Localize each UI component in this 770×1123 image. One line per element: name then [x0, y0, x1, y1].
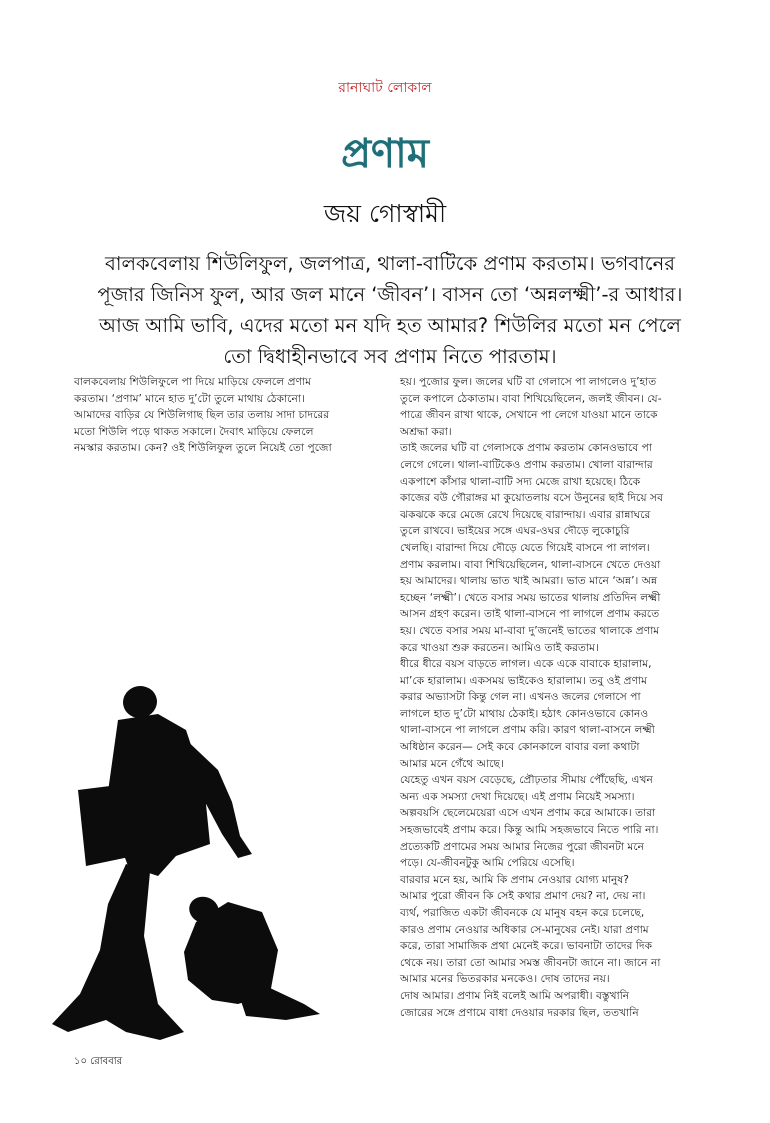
- body-line: প্রত্যেকটি প্রণামের সময় আমার নিজের পুরো জীবনটা মনে: [400, 839, 645, 853]
- body-line: হয়। খেতে বসার সময় মা-বাবা দু’জনেই ভাতের থালাকে প্রণাম: [400, 623, 660, 637]
- body-line: অল্পবয়সি ছেলেমেয়েরা এসে এখন প্রণাম করে আমাকে। তারা: [400, 806, 656, 820]
- body-line: নমস্কার করতাম। কেন? ওই শিউলিফুল তুলে নিয়েই তো পুজো: [74, 441, 332, 455]
- body-line: থালা-বাসনে পা লাগলে প্রণাম করি। কারণ থালা-বাসনে লক্ষ্মী: [400, 723, 655, 737]
- lead-line: আজ আমি ভাবি, এদের মতো মন যদি হত আমার? শিউলির মতো মন পেলে: [99, 314, 681, 337]
- body-line: একপাশে কাঁসার থালা-বাটি সদ্য মেজে রাখা হয়েছে। ঠিকে: [400, 474, 641, 488]
- silhouette-illustration: [8, 484, 376, 1056]
- body-line: আমাদের বাড়ির যে শিউলিগাছ ছিল তার তলায় সাদা চাদরের: [74, 408, 330, 422]
- body-line: পাত্রে জীবন রাখা থাকে, সেখানে পা লেগে যাওয়া মানে তাকে: [400, 408, 658, 422]
- body-line: আমার পুরো জীবন কি সেই কথার প্রমাণ দেয়? না, দেয় না।: [400, 889, 646, 903]
- body-line: লেগে গেলে। থালা-বাটিকেও প্রণাম করতাম। খোলা বারান্দার: [400, 457, 653, 471]
- body-line: সহজভাবেই প্রণাম করে। কিন্তু আমি সহজভাবে নিতে পারি না।: [400, 823, 659, 837]
- article-author: জয় গোস্বামী: [323, 199, 447, 228]
- body-line: কাজের বউ গৌরাঙ্গর মা কুয়োতলায় বসে উনুনের ছাই দিয়ে সব: [400, 491, 664, 505]
- section-label: রানাঘাট লোকাল: [338, 80, 432, 96]
- body-line: ব্যর্থ, পরাজিত একটা জীবনকে যে মানুষ বহন করে চলেছে,: [400, 906, 645, 919]
- page-footer: ১০ রোববার: [74, 1056, 123, 1067]
- body-line: বারবার মনে হয়, আমি কি প্রণাম নেওয়ার যোগ্য মানুষ?: [400, 872, 629, 886]
- lead-line: বালকবেলায় শিউলিফুল, জলপাত্র, থালা-বাটিকে প্রণাম করতাম। ভগবানের: [104, 252, 676, 275]
- body-line: জোরের সঙ্গে প্রণামে বাধা দেওয়ার দরকার ছিল, ততখানি: [400, 1005, 639, 1019]
- body-line: মতো শিউলি পড়ে থাকত সকালে। দৈবাৎ মাড়িয়ে ফেললে: [74, 424, 314, 438]
- body-line: করে খাওয়া শুরু করতেন। আমিও তাই করতাম।: [400, 640, 599, 654]
- body-line: থেকে নয়। তারা তো আমার সমস্ত জীবনটা জানে না। জানে না: [400, 955, 661, 969]
- body-line: তাই জলের ঘটি বা গেলাসকে প্রণাম করতাম কোনওভাবে পা: [400, 441, 653, 455]
- body-line: লাগলে হাত দু’টো মাথায় ঠেকাই। হঠাৎ কোনওভাবে কোনও: [400, 706, 649, 720]
- body-line: আসন গ্রহণ করেন। তাই থালা-বাসনে পা লাগলে প্রণাম করতে: [400, 607, 660, 621]
- lead-paragraph: [70, 248, 710, 372]
- body-line: অশ্রদ্ধা করা।: [400, 424, 452, 438]
- body-line: বালকবেলায় শিউলিফুলে পা দিয়ে মাড়িয়ে ফেললে প্রণাম: [74, 375, 312, 388]
- body-line: হচ্ছেন ‘লক্ষ্মী’। খেতে বসার সময় ভাতের থালায় প্রতিদিন লক্ষ্মী: [400, 590, 661, 604]
- body-line: ধীরে ধীরে বয়স বাড়তে লাগল। একে একে বাবাকে হারালাম,: [400, 657, 652, 671]
- article-title: প্রণাম: [341, 131, 429, 177]
- body-line: যেহেতু এখন বয়স বেড়েছে, প্রৌঢ়তার সীমায় পৌঁছেছি, এখন: [400, 773, 653, 787]
- bag-silhouette: [78, 784, 134, 866]
- body-line: কারও প্রণাম নেওয়ার অধিকার সে-মানুষের নেই। যারা প্রণাম: [400, 922, 649, 936]
- body-line: করে, তারা সামাজিক প্রথা মেনেই করে। ভাবনাটা তাদের দিক: [400, 939, 653, 953]
- body-line: মা’কে হারালাম। একসময় ভাইকেও হারালাম। তবু ওই প্রণাম: [400, 673, 648, 687]
- body-line: পড়ে। যে-জীবনটুকু আমি পেরিয়ে এসেছি।: [400, 856, 575, 870]
- body-line: দোষ আমার। প্রণাম নিই বলেই আমি অপরাধী। বস্তুখানি: [400, 988, 630, 1002]
- body-line: হয়। পুজোর ফুল। জলের ঘটি বা গেলাসে পা লাগলেও দু’হাত: [400, 375, 657, 388]
- body-line: তুলে কপালে ঠেকাতাম। বাবা শিখিয়েছিলেন, জলই জীবন। যে-: [400, 391, 662, 405]
- kneeling-figure-leg: [238, 988, 320, 1020]
- body-line: খেলছি। বারান্দা দিয়ে দৌড়ে যেতে গিয়েই বাসনে পা লাগল।: [400, 540, 650, 554]
- body-line: অধিষ্ঠান করেন— সেই কবে কোনকালে বাবার বলা কথাটা: [400, 740, 640, 754]
- body-column-left: [74, 374, 374, 457]
- body-line: আমার মনের ভিতরকার মনকেও। দোষ তাদের নয়।: [400, 972, 610, 986]
- body-column-right: [400, 374, 730, 1021]
- lead-line: পূজার জিনিস ফুল, আর জল মানে ‘জীবন’। বাসন তো ‘অন্নলক্ষ্মী’-র আধার।: [97, 283, 683, 306]
- lead-line: তো দ্বিধাহীনভাবে সব প্রণাম নিতে পারতাম।: [223, 345, 557, 368]
- body-line: আমার মনে গেঁথে আছে।: [400, 756, 504, 770]
- body-line: তুলে রাখবে। ভাইয়ের সঙ্গে এঘর-ওঘর দৌড়ে লুকোচুরি: [400, 524, 630, 538]
- body-line: ঝকঝকে করে মেজে রেখে দিয়েছে বারান্দায়। এবার রান্নাঘরে: [400, 507, 651, 521]
- body-line: অন্য এক সমস্যা দেখা দিয়েছে। এই প্রণাম নিয়েই সমস্যা।: [400, 789, 635, 803]
- body-line: প্রণাম করলাম। বাবা শিখিয়েছিলেন, থালা-বাসনে খেতে দেওয়া: [400, 557, 661, 571]
- body-line: করার অভ্যাসটা কিন্তু গেল না। এখনও জলের গেলাসে পা: [400, 690, 641, 704]
- body-line: হয় আমাদের। থালায় ভাত খাই আমরা। ভাত মানে ‘অন্ন’। অন্ন: [400, 574, 658, 588]
- body-line: করতাম। ‘প্রণাম’ মানে হাত দু’টো তুলে মাথায় ঠেকানো।: [74, 391, 305, 405]
- standing-figure-legs: [52, 864, 184, 1040]
